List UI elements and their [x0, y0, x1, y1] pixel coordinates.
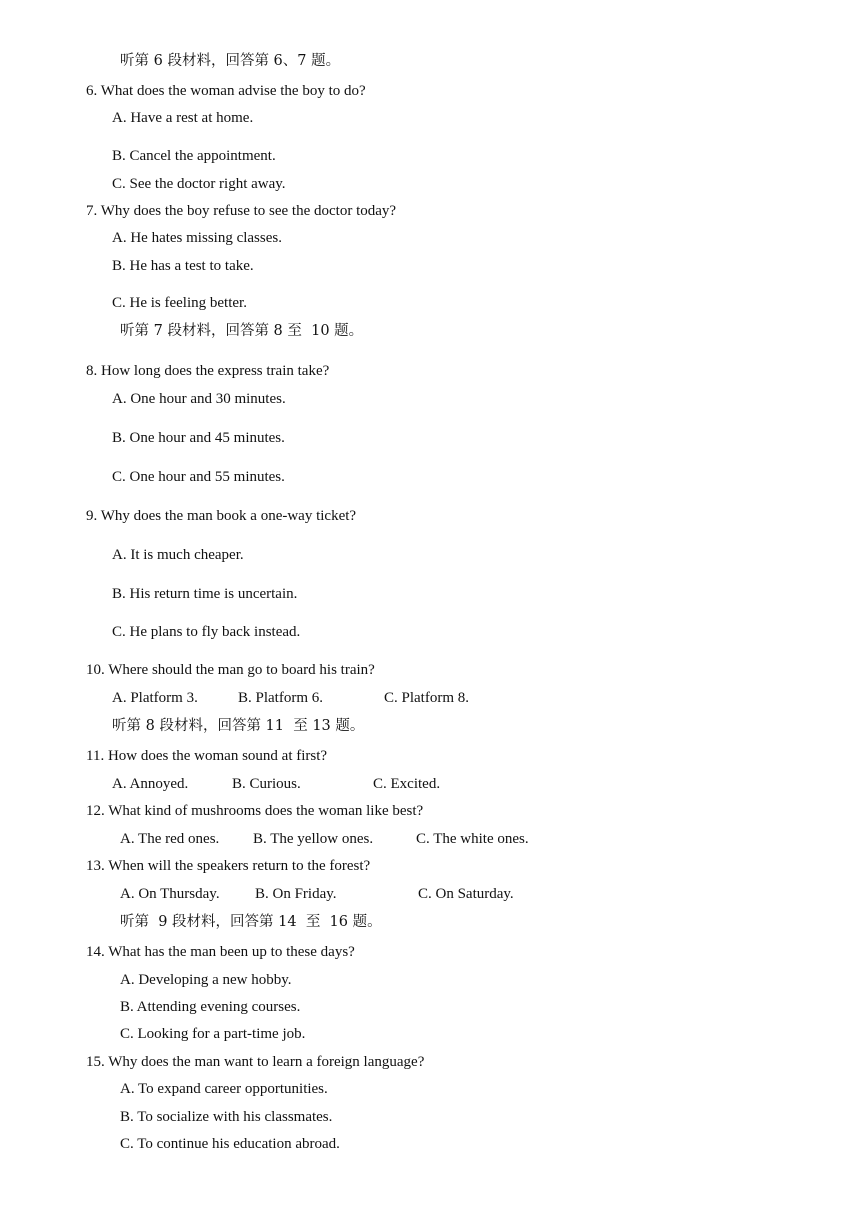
question-10-option-c: C. Platform 8. — [384, 690, 469, 706]
question-8-option-a: A. One hour and 30 minutes. — [112, 391, 286, 407]
question-11-option-c: C. Excited. — [373, 776, 441, 792]
section-instruction-9: 听第 9 段材料，回答第 14 至 16 题。 — [120, 914, 382, 930]
question-8-option-c: C. One hour and 55 minutes. — [112, 469, 285, 485]
question-13-option-a: A. On Thursday. — [120, 886, 220, 902]
question-7-stem: 7. Why does the boy refuse to see the doctor today? — [86, 203, 397, 219]
question-9-option-a: A. It is much cheaper. — [112, 547, 244, 563]
question-10-stem: 10. Where should the man go to board his train? — [86, 662, 375, 678]
question-10-option-b: B. Platform 6. — [238, 690, 323, 706]
section-instruction-8: 听第 8 段材料，回答第 11 至 13 题。 — [112, 718, 365, 734]
question-9-stem: 9. Why does the man book a one-way ticket? — [86, 508, 357, 524]
question-13-option-b: B. On Friday. — [255, 886, 337, 902]
question-11-option-b: B. Curious. — [232, 776, 301, 792]
question-6-option-a: A. Have a rest at home. — [112, 110, 254, 126]
question-13-option-c: C. On Saturday. — [418, 886, 514, 902]
question-11-stem: 11. How does the woman sound at first? — [86, 748, 328, 764]
question-15-option-a: A. To expand career opportunities. — [120, 1081, 328, 1097]
question-15-stem: 15. Why does the man want to learn a foreign language? — [86, 1054, 425, 1070]
question-10-option-a: A. Platform 3. — [112, 690, 198, 706]
question-14-stem: 14. What has the man been up to these days? — [86, 944, 355, 960]
question-12-stem: 12. What kind of mushrooms does the woman like best? — [86, 803, 424, 819]
question-7-option-a: A. He hates missing classes. — [112, 230, 282, 246]
question-9-option-c: C. He plans to fly back instead. — [112, 624, 301, 640]
question-6-option-b: B. Cancel the appointment. — [112, 148, 276, 164]
question-14-option-a: A. Developing a new hobby. — [120, 972, 292, 988]
question-13-stem: 13. When will the speakers return to the forest? — [86, 858, 371, 874]
question-12-option-a: A. The red ones. — [120, 831, 220, 847]
question-7-option-c: C. He is feeling better. — [112, 295, 247, 311]
section-instruction-7: 听第 7 段材料，回答第 8 至 10 题。 — [120, 323, 364, 339]
question-15-option-c: C. To continue his education abroad. — [120, 1136, 340, 1152]
question-14-option-b: B. Attending evening courses. — [120, 999, 301, 1015]
question-6-option-c: C. See the doctor right away. — [112, 176, 286, 192]
question-6-stem: 6. What does the woman advise the boy to do? — [86, 83, 366, 99]
question-9-option-b: B. His return time is uncertain. — [112, 586, 298, 602]
question-15-option-b: B. To socialize with his classmates. — [120, 1109, 333, 1125]
question-8-stem: 8. How long does the express train take? — [86, 363, 330, 379]
question-14-option-c: C. Looking for a part-time job. — [120, 1026, 306, 1042]
section-instruction-6: 听第 6 段材料，回答第 6、7 题。 — [120, 53, 341, 69]
question-12-option-b: B. The yellow ones. — [253, 831, 374, 847]
question-12-option-c: C. The white ones. — [416, 831, 529, 847]
question-11-option-a: A. Annoyed. — [112, 776, 189, 792]
question-8-option-b: B. One hour and 45 minutes. — [112, 430, 285, 446]
question-7-option-b: B. He has a test to take. — [112, 258, 254, 274]
